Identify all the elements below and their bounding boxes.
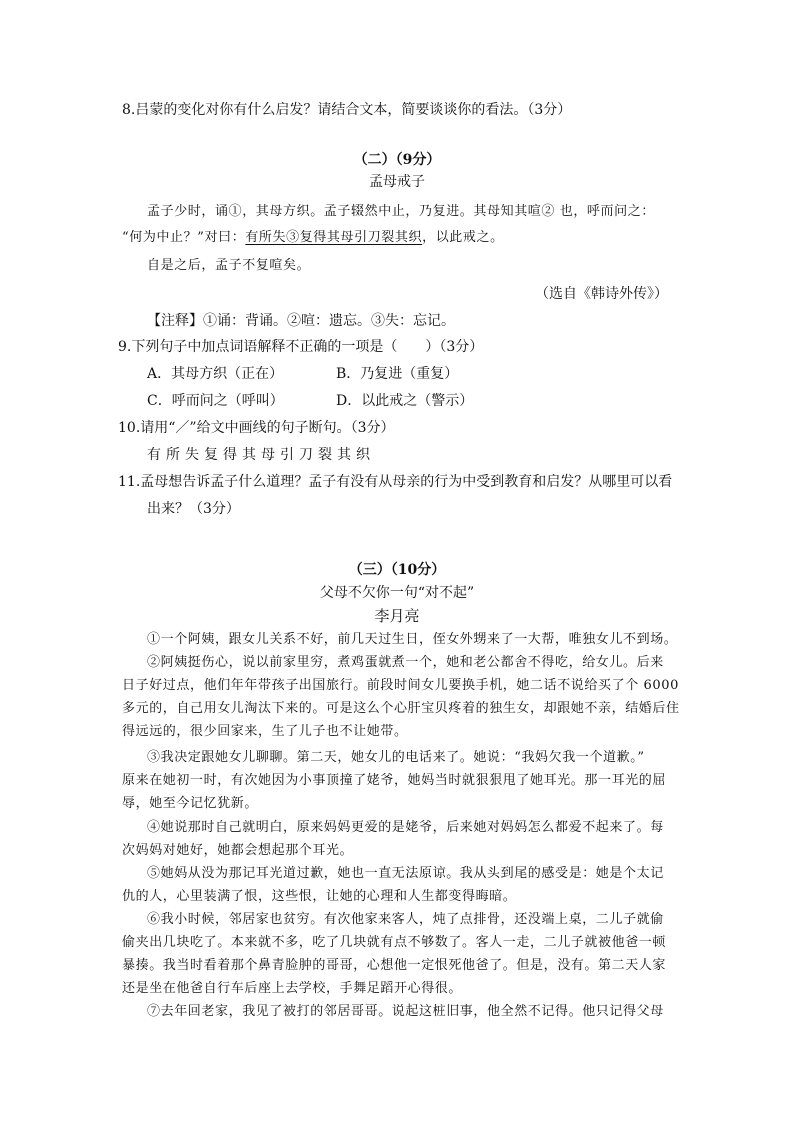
notes: 【注释】①诵：背诵。②喧：遗忘。③失：忘记。 — [147, 313, 455, 329]
article-line: ①一个阿姨，跟女儿关系不好，前几天过生日，侄女外甥来了一大帮，唯独女儿不到场。 — [147, 632, 678, 647]
question-8: 8.吕蒙的变化对你有什么启发？请结合文本，简要谈谈你的看法。（3分） — [122, 102, 572, 118]
source-citation: （选自《韩诗外传》） — [535, 286, 668, 302]
underlined-sentence: 有所失③复得其母引刀裂其织 — [245, 230, 423, 245]
question-10: 10.请用“／”给文中画线的句子断句。（3分） — [118, 420, 395, 436]
article-line: ⑥我小时候，邻居家也贫穷。有次他家来客人，炖了点排骨，还没端上桌，二儿子就偷 — [147, 912, 664, 927]
passage-text: ，以此戒之。 — [422, 230, 504, 245]
option-c: C．呼而问之（呼叫） — [147, 393, 284, 409]
section-3-heading: （三）（10分） — [348, 562, 446, 578]
author: 李月亮 — [374, 607, 420, 625]
article-line: 次妈妈对她好，她都会想起那个耳光。 — [122, 843, 354, 858]
article-line: 还是坐在他爸自行车后座上去学校，手舞足蹈开心得很。 — [122, 981, 463, 996]
question-10-sentence: 有所失复得其母引刀裂其织 — [147, 447, 375, 463]
section-2-heading: （二）（9分） — [353, 152, 441, 168]
article-line: ③我决定跟她女儿聊聊。第二天，她女儿的电话来了。她说：“我妈欠我一个道歉。” — [147, 750, 645, 765]
option-b: B．乃复进（重复） — [336, 366, 459, 382]
passage-line — [122, 228, 504, 248]
passage-text: “何为中止？”对曰： — [122, 230, 246, 245]
article-line: 原来在她初一时，有次她因为小事顶撞了姥爷，她妈当时就狠狠甩了她耳光。那一耳光的屈 — [122, 773, 667, 788]
section-2-title: 孟母戒子 — [369, 174, 425, 190]
article-line: 辱，她至今记忆犹新。 — [122, 796, 259, 811]
article-line: 偷夹出几块吃了。本来就不多，吃了几块就有点不够数了。客人一走，二儿子就被他爸一顿 — [122, 935, 667, 950]
article-line: ②阿姨挺伤心，说以前家里穷，煮鸡蛋就煮一个，她和老公都舍不得吃，给女儿。后来 — [147, 655, 664, 670]
passage-line: 孟子少时，诵①，其母方织。孟子辍然中止，乃复进。其母知其喧② 也，呼而问之： — [147, 204, 655, 219]
option-a: A．其母方织（正在） — [147, 366, 284, 382]
question-11: 11.孟母想告诉孟子什么道理？孟子有没有从母亲的行为中受到教育和启发？从哪里可以看 — [118, 474, 673, 490]
passage-line: 自是之后，孟子不复喧矣。 — [147, 258, 311, 273]
option-d: D．以此戒之（警示） — [336, 393, 474, 409]
article-line: ⑤她妈从没为那记耳光道过歉，她也一直无法原谅。我从头到尾的感受是：她是个太记 — [147, 866, 664, 881]
section-3-title: 父母不欠你一句“对不起” — [319, 585, 475, 601]
article-line: 多元的，自己用女儿淘汰下来的。可是这么个心肝宝贝疼着的独生女，却跟她不亲，结婚后住 — [122, 701, 680, 716]
article-line: 暴揍。我当时看着那个鼻青脸肿的哥哥，心想他一定恨死他爸了。但是，没有。第二天人家 — [122, 958, 667, 973]
question-9: 9.下列句子中加点词语解释不正确的一项是（ ）（3分） — [118, 339, 484, 355]
article-line: 仇的人，心里装满了恨，这些恨，让她的心理和人生都变得晦暗。 — [122, 889, 517, 904]
question-11-cont: 出来？（3分） — [147, 501, 240, 517]
article-line: ⑦去年回老家，我见了被打的邻居哥哥。说起这桩旧事，他全然不记得。他只记得父母 — [147, 1004, 664, 1019]
article-line: ④她说那时自己就明白，原来妈妈更爱的是姥爷，后来她对妈妈怎么都爱不起来了。每 — [147, 820, 664, 835]
article-line: 日子好过点，他们年年带孩子出国旅行。前段时间女儿要换手机，她二话不说给买了个 6000 — [122, 678, 680, 693]
article-line: 得远远的，很少回家来，生了儿子也不让她带。 — [122, 724, 408, 739]
